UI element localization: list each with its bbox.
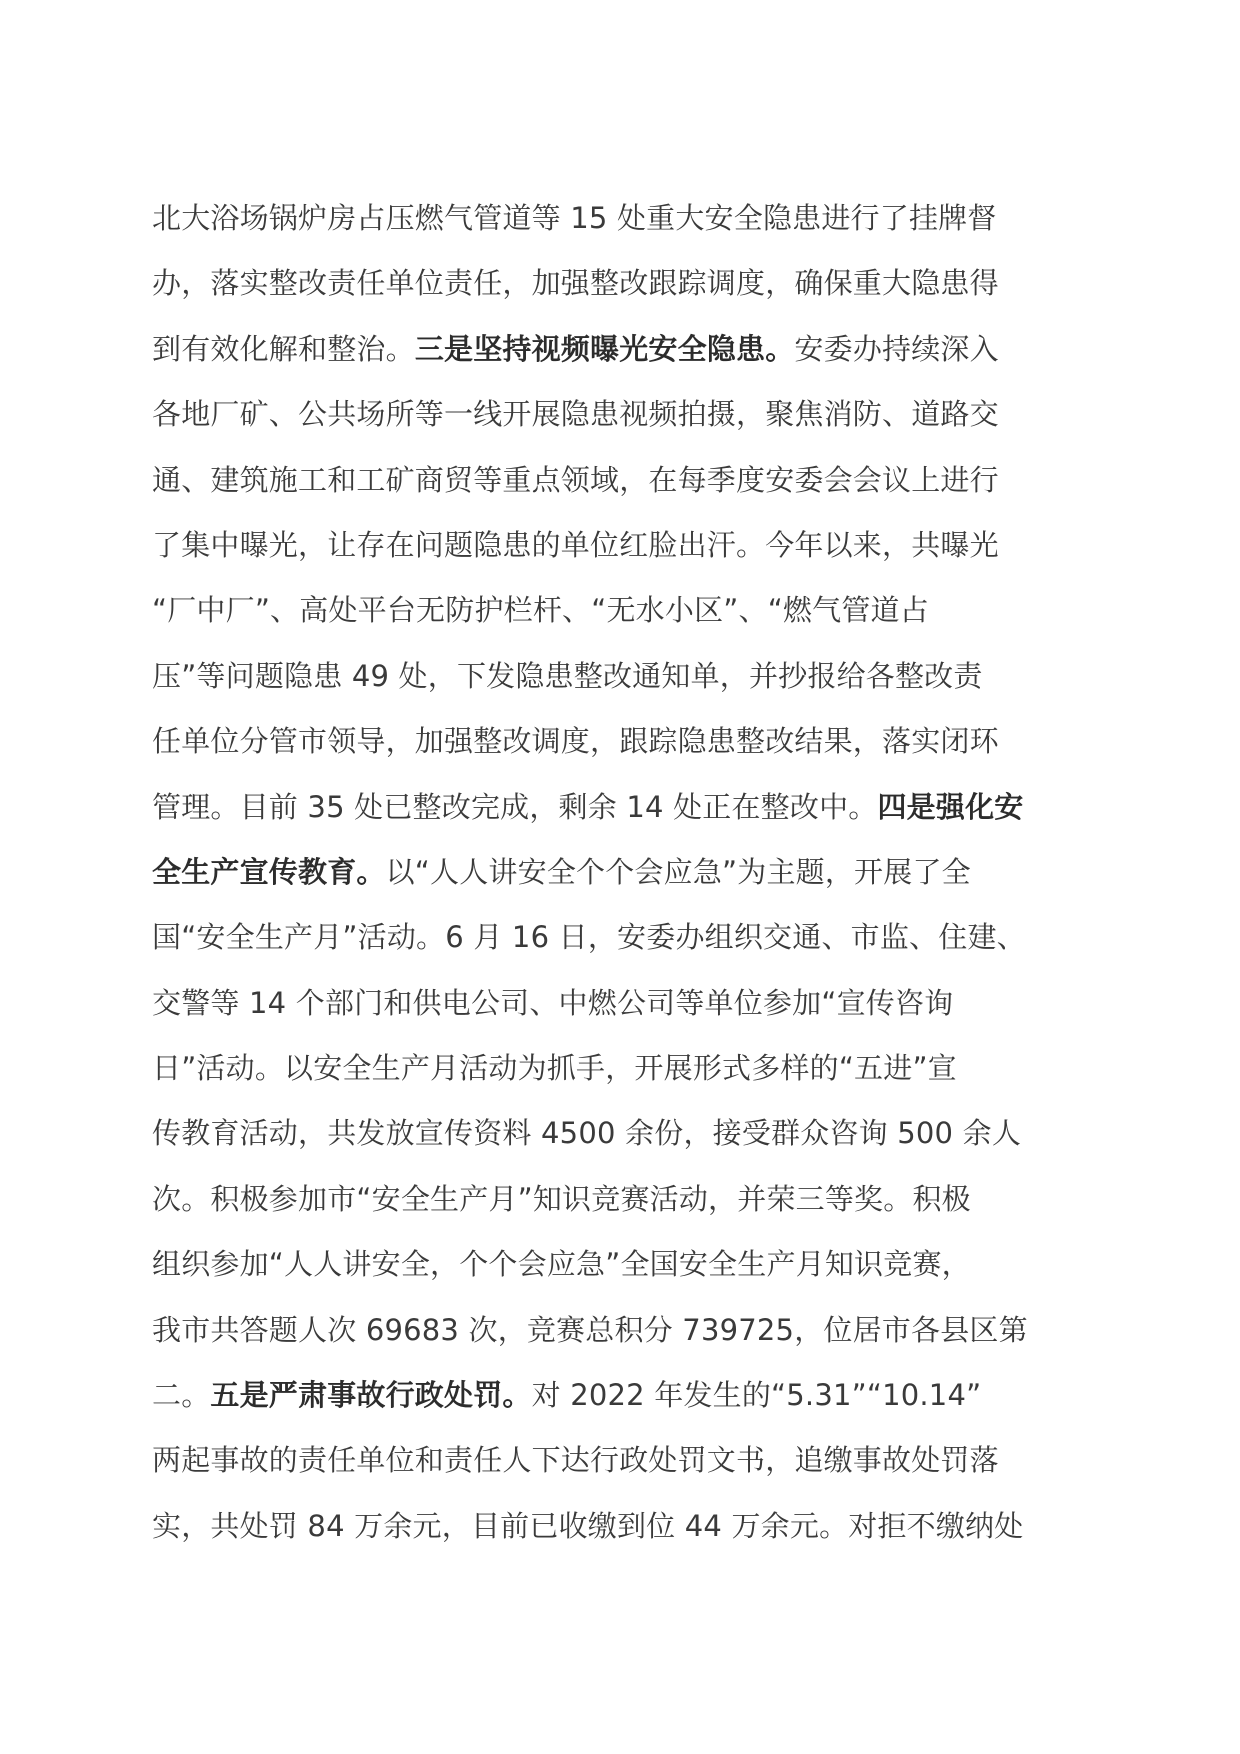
text-line [152, 1428, 1092, 1493]
line-text: 实，共处罚 84 万余元，目前已收缴到位 44 万余元。对拒不缴纳处 [152, 1508, 1024, 1543]
line-text: 我市共答题人次 69683 次，竞赛总积分 739725，位居市各县区第 [152, 1312, 1028, 1347]
text-line [152, 382, 1092, 447]
line-text: 对 2022 年发生的“5.31”“10.14” [531, 1378, 982, 1413]
text-line [152, 1298, 1092, 1363]
text-line [152, 1494, 1092, 1559]
line-text: 各地厂矿、公共场所等一线开展隐患视频拍摄，聚焦消防、道路交 [152, 397, 999, 432]
line-text: 安委办持续深入 [794, 331, 999, 366]
bold-heading-text: 五是严肃事故行政处罚。 [210, 1378, 532, 1413]
line-text: 到有效化解和整治。 [152, 331, 415, 366]
line-text: 二。 [152, 1378, 211, 1413]
bold-heading-text: 四是强化安 [877, 789, 1024, 824]
line-text: 通、建筑施工和工矿商贸等重点领域，在每季度安委会会议上进行 [152, 462, 999, 497]
text-line [152, 1167, 1092, 1232]
text-line [152, 251, 1092, 316]
text-line [152, 905, 1092, 970]
bold-heading-text: 三是坚持视频曝光安全隐患。 [414, 331, 795, 366]
text-line [152, 644, 1092, 709]
line-text: 传教育活动，共发放宣传资料 4500 余份，接受群众咨询 500 余人 [152, 1116, 1022, 1151]
line-text: 次。积极参加市“安全生产月”知识竞赛活动，并荣三等奖。积极 [152, 1181, 971, 1216]
line-text: 两起事故的责任单位和责任人下达行政处罚文书，追缴事故处罚落 [152, 1443, 999, 1478]
text-line [152, 971, 1092, 1036]
text-line [152, 775, 1092, 840]
bold-heading-text: 全生产宣传教育。 [152, 854, 386, 889]
text-line [152, 1232, 1092, 1297]
line-text: 交警等 14 个部门和供电公司、中燃公司等单位参加“宣传咨询 [152, 985, 954, 1020]
line-text: 北大浴场锅炉房占压燃气管道等 15 处重大安全隐患进行了挂牌督 [152, 201, 997, 235]
line-text: 国“安全生产月”活动。6 月 16 日，安委办组织交通、市监、住建、 [152, 920, 1026, 955]
text-line [152, 317, 1092, 382]
text-line [152, 1363, 1092, 1428]
text-line [152, 840, 1092, 905]
line-text: 管理。目前 35 处已整改完成，剩余 14 处正在整改中。 [152, 789, 878, 824]
text-line [152, 578, 1092, 643]
line-text: 日”活动。以安全生产月活动为抓手，开展形式多样的“五进”宣 [152, 1051, 957, 1086]
line-text: “厂中厂”、高处平台无防护栏杆、“无水小区”、“燃气管道占 [152, 593, 929, 628]
line-text: 组织参加“人人讲安全，个个会应急”全国安全生产月知识竞赛， [152, 1247, 971, 1282]
line-text: 压”等问题隐患 49 处，下发隐患整改通知单，并抄报给各整改责 [152, 658, 983, 693]
text-line [152, 1036, 1092, 1101]
text-line [152, 1101, 1092, 1166]
line-text: 办，落实整改责任单位责任，加强整改跟踪调度，确保重大隐患得 [152, 266, 999, 301]
text-line [152, 513, 1092, 578]
text-line [152, 186, 1092, 251]
body-text [152, 186, 1092, 1559]
line-text: 以“人人讲安全个个会应急”为主题，开展了全 [385, 854, 971, 889]
text-line [152, 448, 1092, 513]
line-text: 任单位分管市领导，加强整改调度，跟踪隐患整改结果，落实闭环 [152, 724, 999, 759]
text-line [152, 709, 1092, 774]
line-text: 了集中曝光，让存在问题隐患的单位红脸出汗。今年以来，共曝光 [152, 527, 999, 562]
